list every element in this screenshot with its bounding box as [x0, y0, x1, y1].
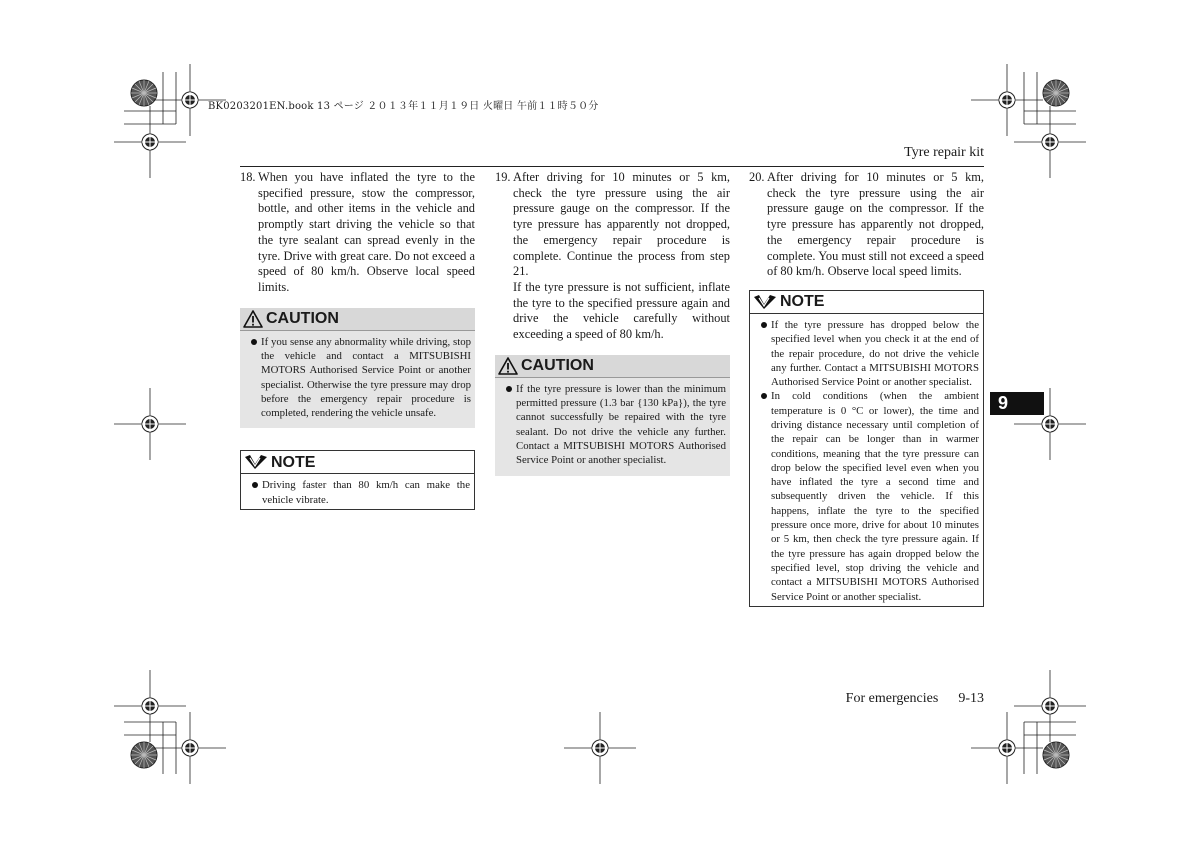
note-header	[750, 291, 983, 314]
caution-item: If you sense any abnormality while driving, stop the vehicle and contact a MITSUBISHI MOTORS Authorised Service Point or another specialist. Otherwise the tyre pressure may drop before the emergency repair procedure is completed, rendering the vehicle unsafe.	[250, 335, 471, 421]
footer-section: For emergencies	[845, 691, 939, 706]
step-text-continued: If the tyre pressure is not sufficient, inflate the tyre to the specified pressure again and drive the vehicle carefully without exceeding a speed of 80 km/h.	[513, 279, 730, 342]
chapter-tab: 9	[990, 392, 1044, 415]
page-number: 9-13	[958, 691, 984, 706]
warning-triangle-icon	[243, 310, 263, 328]
note-header	[241, 451, 474, 474]
step-text: When you have inflated the tyre to the specified pressure, stow the compressor, bottle, and other items in the vehicle and promptly start driving the vehicle so that the tyre sealant can spread evenly in the tyre. Drive with great care. Do not exceed a speed of 80 km/h. Observe local speed limits.	[258, 170, 475, 294]
step-18	[240, 170, 475, 296]
note-box	[749, 290, 984, 607]
caution-title: CAUTION	[521, 356, 594, 374]
column-3	[749, 170, 984, 607]
caution-box	[495, 355, 730, 476]
caution-header	[240, 308, 475, 331]
note-box	[240, 450, 475, 510]
header-rule	[240, 166, 984, 167]
step-text: After driving for 10 minutes or 5 km, check the tyre pressure using the air pressure gauge on the compressor. If the tyre pressure has apparently not dropped, the emergency repair procedure is complete. Continue the process from step 21.	[513, 170, 730, 279]
step-number: 18.	[240, 170, 256, 184]
caution-title: CAUTION	[266, 309, 339, 327]
note-title: NOTE	[780, 293, 825, 311]
note-item: Driving faster than 80 km/h can make the vehicle vibrate.	[251, 478, 470, 507]
step-19	[495, 170, 730, 343]
step-number: 19.	[495, 170, 511, 184]
step-text: After driving for 10 minutes or 5 km, check the tyre pressure using the air pressure gauge on the compressor. If the tyre pressure has apparently not dropped, the emergency repair procedure is complete. You must still not exceed a speed of 80 km/h. Observe local speed limits.	[767, 170, 984, 279]
caution-item: If the tyre pressure is lower than the minimum permitted pressure (1.3 bar {130 kPa}), the tyre cannot successfully be repaired with the tyre sealant. Do not drive the vehicle any further. Contact a MITSUBISHI MOTORS Authorised Service Point or another specialist.	[505, 382, 726, 468]
warning-triangle-icon	[498, 357, 518, 375]
column-2	[495, 170, 730, 476]
step-number: 20.	[749, 170, 765, 184]
note-item: In cold conditions (when the ambient temperature is 0 °C or lower), the time and driving distance necessary until completion of the repair can be longer than in warmer conditions, meaning that the tyre pressure can drop below the specified level even when you have inflated the tyre a second time and subsequently driven the vehicle. If this happens, inflate the tyre to the specified pressure once more, drive for about 10 minutes or 5 km, then check the tyre pressure again. If the tyre pressure has again dropped below the specified level, stop driving the vehicle and contact a MITSUBISHI MOTORS Authorised Service Point or another specialist.	[760, 389, 979, 603]
column-1	[240, 170, 475, 510]
note-item: If the tyre pressure has dropped below the specified level when you check it at the end of the repair procedure, do not drive the vehicle any further. Contact a MITSUBISHI MOTORS Authorised Service Point or another specialist.	[760, 318, 979, 389]
caution-box	[240, 308, 475, 429]
book-file-info: BK0203201EN.book 13 ページ ２０１３年１１月１９日 火曜日 午前１１時５０分	[208, 101, 599, 112]
section-title: Tyre repair kit	[904, 145, 984, 160]
note-check-icon	[753, 294, 777, 310]
page-footer	[846, 691, 984, 707]
note-title: NOTE	[271, 453, 316, 471]
caution-header	[495, 355, 730, 378]
note-check-icon	[244, 454, 268, 470]
step-20	[749, 170, 984, 280]
